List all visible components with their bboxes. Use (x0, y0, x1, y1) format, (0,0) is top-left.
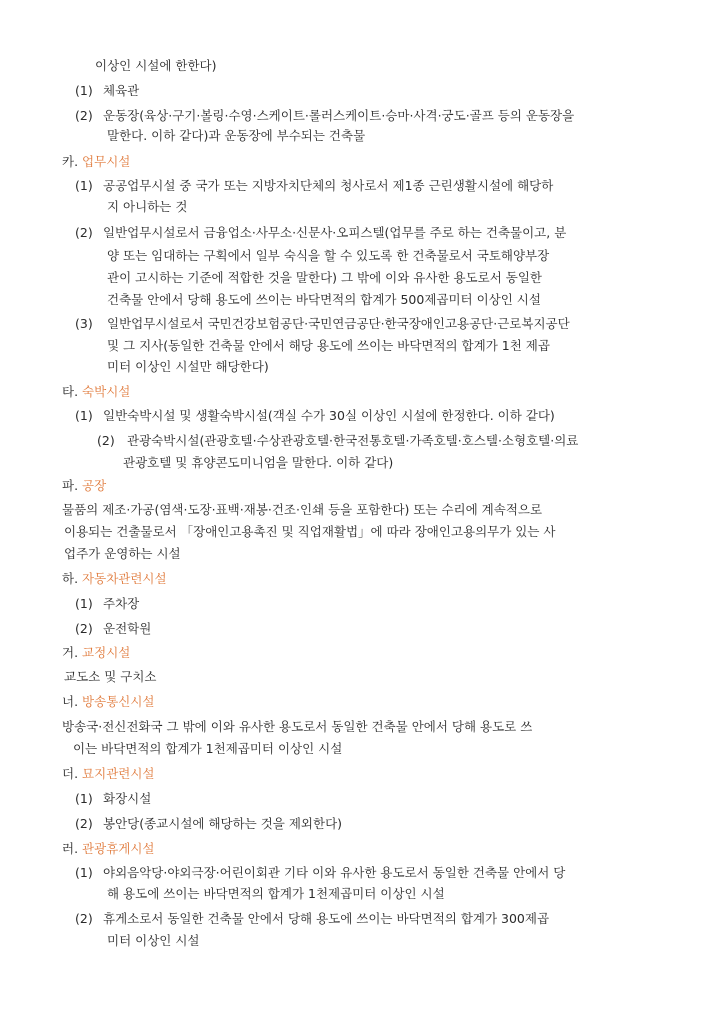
section-mark: 더. (62, 766, 79, 781)
item-number: (1) (75, 178, 93, 193)
item-number: (2) (75, 911, 93, 926)
item-number: (3) (75, 316, 93, 331)
item-number: (2) (75, 816, 93, 831)
item-text-continuation: 관이 고시하는 기준에 적합한 것을 말한다) 그 밖에 이와 유사한 용도로서 동일한 (107, 270, 542, 285)
section-mark: 하. (62, 571, 79, 586)
item-text: 야외음악당·야외극장·어린이회관 기타 이와 유사한 용도로서 동일한 건축물 안에서 당 (103, 865, 566, 880)
section-heading (62, 156, 130, 169)
item-number: (1) (75, 83, 93, 98)
item-text-continuation: 미터 이상인 시설 (107, 933, 200, 948)
body-text: 이용되는 건출물로서 「장애인고용촉진 및 직업재활법」에 따라 장애인고용의무가 있는 사 (64, 524, 556, 539)
body-text: 방송국·전신전화국 그 밖에 이와 유사한 용도로서 동일한 건축물 안에서 당해 용도로 쓰 (62, 719, 533, 734)
continuation-line: 이상인 시설에 한한다) (95, 58, 217, 73)
section-heading (62, 696, 155, 709)
section-title: 방송통신시설 (82, 694, 155, 709)
item-text: 휴게소로서 동일한 건축물 안에서 당해 용도에 쓰이는 바닥면적의 합계가 300제곱 (103, 911, 550, 926)
item-text-continuation: 지 아니하는 것 (107, 199, 188, 214)
item-text-continuation: 건축물 안에서 당해 용도에 쓰이는 바닥면적의 합계가 500제곱미터 이상인 시설 (107, 292, 541, 307)
item-number: (1) (75, 596, 93, 611)
section-title: 교정시설 (82, 645, 131, 660)
section-title: 관광휴게시설 (82, 841, 155, 856)
item-text: 화장시설 (103, 791, 152, 806)
item-text: 봉안당(종교시설에 해당하는 것을 제외한다) (103, 816, 343, 831)
section-title: 자동차관련시설 (82, 571, 167, 586)
section-heading (62, 768, 155, 781)
item-number: (1) (75, 408, 93, 423)
item-number: (1) (75, 865, 93, 880)
item-number: (2) (75, 108, 93, 123)
section-mark: 거. (62, 645, 79, 660)
item-text-continuation: 및 그 지사(동일한 건축물 안에서 해당 용도에 쓰이는 바닥면적의 합계가 1천 제곱 (107, 338, 550, 353)
item-number: (2) (97, 433, 115, 448)
section-mark: 러. (62, 841, 79, 856)
item-text-continuation: 양 또는 임대하는 구획에서 일부 숙식을 할 수 있도록 한 건축물로서 국토해양부장 (107, 248, 550, 263)
item-number: (1) (75, 791, 93, 806)
item-text: 체육관 (103, 83, 140, 98)
section-title: 묘지관련시설 (82, 766, 155, 781)
section-mark: 너. (62, 694, 79, 709)
section-heading (62, 573, 167, 586)
body-text: 이는 바닥면적의 합계가 1천제곱미터 이상인 시설 (73, 741, 343, 756)
item-text-continuation: 미터 이상인 시설만 해당한다) (107, 359, 269, 374)
item-text: 일반업무시설로서 국민건강보험공단·국민연금공단·한국장애인고용공단·근로복지공단 (107, 316, 570, 331)
item-text: 공공업무시설 중 국가 또는 지방자치단체의 청사로서 제1종 근린생활시설에 해당하 (103, 178, 554, 193)
section-title: 공장 (82, 478, 107, 493)
section-heading (62, 480, 106, 493)
section-mark: 타. (62, 384, 79, 399)
item-text: 일반업무시설로서 금융업소·사무소·신문사·오피스텔(업무를 주로 하는 건축물이고, 분 (103, 225, 567, 240)
section-heading (62, 843, 155, 856)
section-mark: 파. (62, 478, 79, 493)
item-text-continuation: 말한다. 이하 같다)과 운동장에 부수되는 건축물 (107, 128, 366, 143)
body-text: 교도소 및 구치소 (64, 669, 157, 684)
item-number: (2) (75, 621, 93, 636)
section-title: 업무시설 (82, 154, 131, 169)
section-heading (62, 386, 130, 399)
section-mark: 카. (62, 154, 79, 169)
item-text-continuation: 해 용도에 쓰이는 바닥면적의 합계가 1천제곱미터 이상인 시설 (107, 886, 445, 901)
item-text: 관광숙박시설(관광호텔·수상관광호텔·한국전통호텔·가족호텔·호스텔·소형호텔·의료 (127, 433, 579, 448)
section-title: 숙박시설 (82, 384, 131, 399)
item-text: 주차장 (103, 596, 140, 611)
item-text-continuation: 관광호텔 및 휴양콘도미니엄을 말한다. 이하 같다) (123, 455, 394, 470)
item-text: 일반숙박시설 및 생활숙박시설(객실 수가 30실 이상인 시설에 한정한다. 이하 같다) (103, 408, 555, 423)
section-heading (62, 647, 130, 660)
item-number: (2) (75, 225, 93, 240)
body-text: 물품의 제조·가공(염색·도장·표백·재봉·건조·인쇄 등을 포함한다) 또는 수리에 계속적으로 (62, 502, 543, 517)
item-text: 운동장(육상·구기·볼링·수영·스케이트·롤러스케이트·승마·사격·궁도·골프 등의 운동장을 (103, 108, 575, 123)
body-text: 업주가 운영하는 시설 (64, 546, 181, 561)
item-text: 운전학원 (103, 621, 152, 636)
